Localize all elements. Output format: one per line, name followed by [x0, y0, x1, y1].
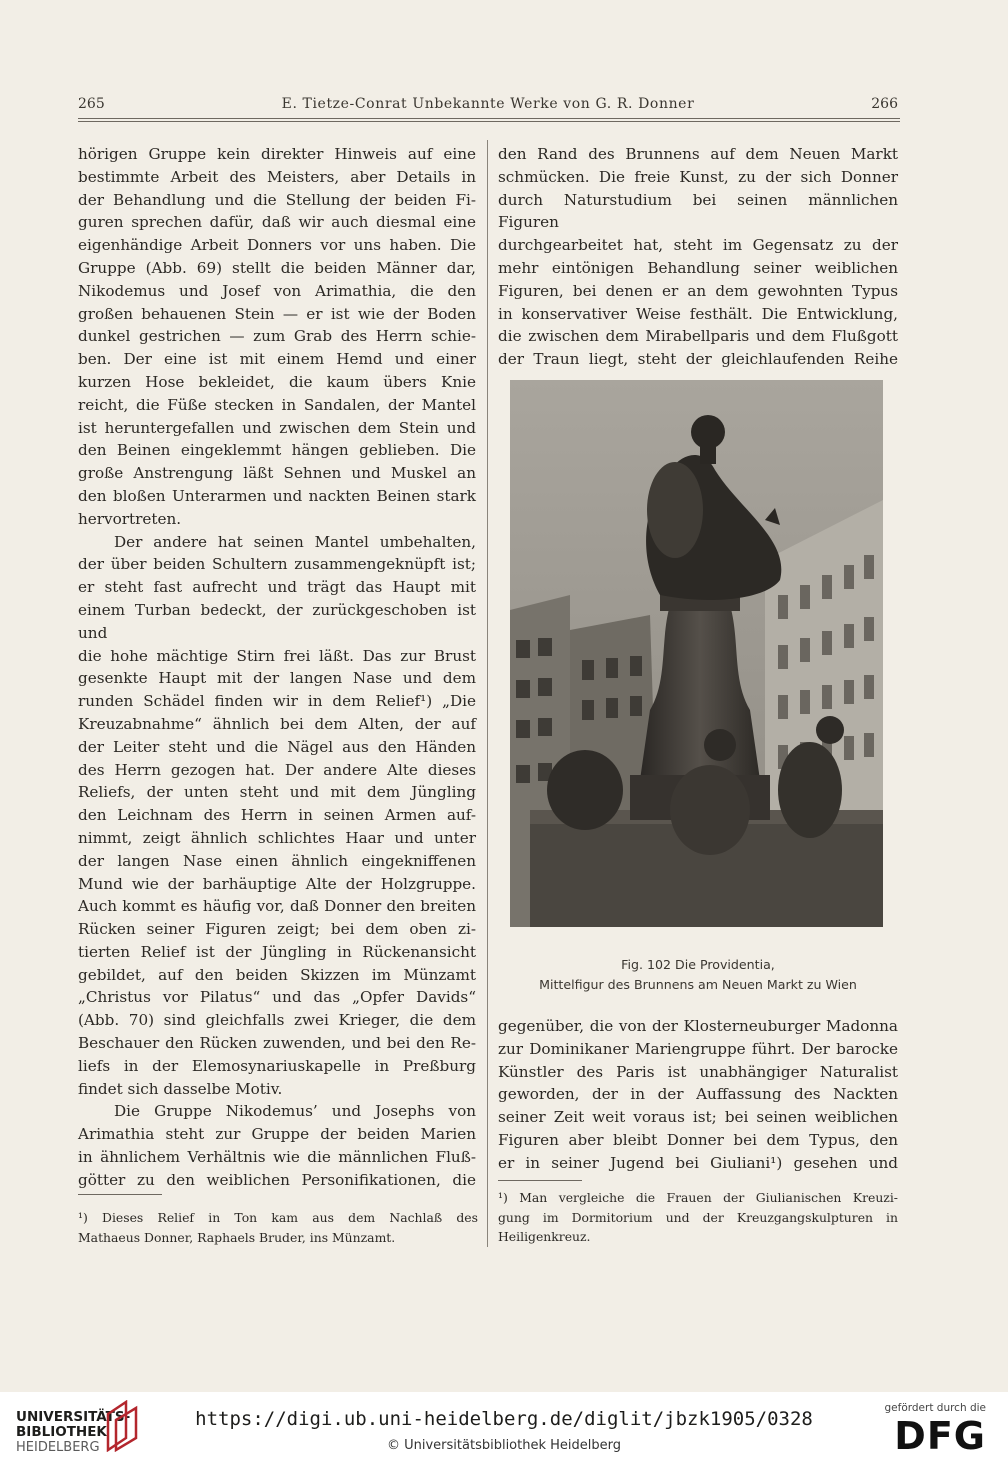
fountain-statue-photo: [510, 380, 883, 927]
right-column-text-bottom: [498, 1015, 898, 1175]
text-line: ist heruntergefallen und zwischen dem Stein und: [78, 418, 476, 437]
text-line: durch Naturstudium bei seinen männlichen Figuren: [498, 190, 898, 232]
text-line: in konservativer Weise festhält. Die Entwicklung,: [498, 304, 898, 323]
text-line: Reliefs, der unten steht und mit dem Jüngling: [78, 783, 476, 802]
text-line: der langen Nase einen ähnlich eingekniffenen: [78, 851, 476, 870]
text-line: tierten Relief ist der Jüngling in Rückenansicht: [78, 942, 476, 961]
footnote-rule-right: [498, 1180, 582, 1181]
text-line: in ähnlichem Verhältnis wie die männlichen Fluß-: [78, 1148, 476, 1167]
footnote-line: ¹) Dieses Relief in Ton kam aus dem Nachlaß des: [78, 1210, 478, 1225]
text-line: großen behauenen Stein — er ist wie der Boden: [78, 304, 476, 323]
page-number-right: 266: [871, 96, 898, 112]
photo-illustration: [510, 380, 883, 927]
text-line: Künstler des Paris ist unabhängiger Naturalist: [498, 1062, 898, 1081]
text-line: die hohe mächtige Stirn frei läßt. Das zur Brust: [78, 646, 476, 665]
text-line: den bloßen Unterarmen und nackten Beinen stark: [78, 486, 476, 505]
footnote-line: Heiligenkreuz.: [498, 1229, 591, 1245]
text-line: einem Turban bedeckt, der zurückgeschoben ist und: [78, 600, 476, 642]
text-line: Figuren, bei denen er an dem gewohnten Typus: [498, 281, 898, 300]
text-line: kurzen Hose bekleidet, die kaum übers Knie: [78, 372, 476, 391]
text-line: den Rand des Brunnens auf dem Neuen Markt: [498, 145, 898, 163]
text-line: Figuren aber bleibt Donner bei dem Typus, den: [498, 1130, 898, 1149]
text-line: mehr eintönigen Behandlung seiner weiblichen: [498, 258, 898, 277]
text-line: eigenhändige Arbeit Donners vor uns haben. Die: [78, 236, 476, 255]
text-line: er in seiner Jugend bei Giuliani¹) gesehen und: [498, 1153, 898, 1172]
text-line: runden Schädel finden wir in dem Relief¹) „Die: [78, 692, 476, 711]
text-line: Die Gruppe Nikodemus’ und Josephs von: [114, 1102, 476, 1121]
text-line: Beschauer den Rücken zuwenden, und bei den Re-: [78, 1034, 476, 1053]
text-line: gegenüber, die von der Klosterneuburger Madonna: [498, 1017, 898, 1035]
left-column-text: [78, 143, 476, 1192]
text-line: Kreuzabnahme“ ähnlich bei dem Alten, der auf: [78, 714, 476, 733]
dfg-logo[interactable]: DFG: [894, 1414, 986, 1458]
funder-note: gefördert durch die: [884, 1402, 986, 1414]
page-number-left: 265: [78, 96, 105, 112]
text-line: Der andere hat seinen Mantel umbehalten,: [114, 532, 476, 551]
text-line: der Traun liegt, steht der gleichlaufenden Reihe: [498, 350, 898, 369]
figure-caption-line-1: Fig. 102 Die Providentia,: [621, 957, 775, 972]
footnote-rule-left: [78, 1194, 162, 1195]
text-line: den Beinen eingeklemmt hängen geblieben. Die: [78, 441, 476, 460]
text-line: (Abb. 70) sind gleichfalls zwei Krieger, die dem: [78, 1011, 476, 1030]
footnote-line: gung im Dormitorium und der Kreuzgangskulpturen in: [498, 1209, 898, 1225]
text-line: hervortreten.: [78, 509, 182, 528]
text-line: Nikodemus und Josef von Arimathia, die den: [78, 281, 476, 300]
permalink-url[interactable]: https://digi.ub.uni-heidelberg.de/diglit/jbzk1905/0328: [195, 1408, 813, 1430]
text-line: der Behandlung und die Stellung der beiden Fi-: [78, 190, 476, 209]
text-line: der Leiter steht und die Nägel aus den Händen: [78, 737, 476, 756]
running-title: E. Tietze-Conrat Unbekannte Werke von G. R. Donner: [281, 96, 695, 112]
text-line: gesenkte Haupt mit der langen Nase und dem: [78, 669, 476, 688]
text-line: er steht fast aufrecht und trägt das Haupt mit: [78, 578, 476, 597]
text-line: schmücken. Die freie Kunst, zu der sich Donner: [498, 167, 898, 186]
text-line: zur Dominikaner Mariengruppe führt. Der barocke: [498, 1039, 898, 1058]
figure-caption: [498, 955, 898, 995]
right-column-text-top: [498, 143, 898, 371]
text-line: gebildet, auf den beiden Skizzen im Münzamt: [78, 965, 476, 984]
figure-caption-line-2: Mittelfigur des Brunnens am Neuen Markt zu Wien: [539, 977, 857, 992]
text-line: Arimathia steht zur Gruppe der beiden Marien: [78, 1125, 476, 1144]
header-rule: [78, 118, 900, 119]
text-line: den Leichnam des Herrn in seinen Armen auf-: [78, 806, 476, 825]
text-line: des Herrn gezogen hat. Der andere Alte dieses: [78, 760, 476, 779]
footnote-left: [78, 1208, 478, 1247]
running-header: [78, 96, 898, 118]
text-line: reicht, die Füße stecken in Sandalen, der Mantel: [78, 395, 476, 414]
text-line: Gruppe (Abb. 69) stellt die beiden Männer dar,: [78, 258, 476, 277]
header-rule-double: [78, 121, 900, 122]
footnote-line: ¹) Man vergleiche die Frauen der Giulianischen Kreuzi-: [498, 1190, 898, 1205]
text-line: geworden, der in der Auffassung des Nackten: [498, 1085, 898, 1104]
text-line: bestimmte Arbeit des Meisters, aber Details in: [78, 167, 476, 186]
library-name-line-3: HEIDELBERG: [16, 1440, 100, 1455]
footnote-line: Mathaeus Donner, Raphaels Bruder, ins Münzamt.: [78, 1229, 396, 1245]
copyright-notice: © Universitätsbibliothek Heidelberg: [386, 1438, 621, 1453]
text-line: durchgearbeitet hat, steht im Gegensatz zu der: [498, 236, 898, 255]
text-line: dunkel gestrichen — zum Grab des Herrn schie-: [78, 327, 476, 346]
text-line: seiner Zeit weit voraus ist; bei seinen weiblichen: [498, 1108, 898, 1127]
library-name-line-1: UNIVERSITÄTS-: [16, 1409, 131, 1425]
text-line: nimmt, zeigt ähnlich schlichtes Haar und unter: [78, 828, 476, 847]
text-line: liefs in der Elemosynariuskapelle in Preßburg: [78, 1056, 476, 1075]
text-line: Mund wie der barhäuptige Alte der Holzgruppe.: [78, 874, 476, 893]
text-line: die zwischen dem Mirabellparis und dem Flußgott: [498, 327, 898, 346]
text-line: Auch kommt es häufig vor, daß Donner den breiten: [78, 897, 476, 916]
text-line: guren sprechen dafür, daß wir auch diesmal eine: [78, 213, 476, 232]
text-line: findet sich dasselbe Motiv.: [78, 1079, 283, 1098]
text-line: der über beiden Schultern zusammengeknüpft ist;: [78, 555, 476, 574]
column-divider: [487, 140, 488, 1247]
text-line: hörigen Gruppe kein direkter Hinweis auf eine: [78, 145, 476, 163]
text-line: götter zu den weiblichen Personifikationen, die: [78, 1170, 476, 1189]
text-line: „Christus vor Pilatus“ und das „Opfer Davids“: [78, 988, 476, 1007]
text-line: ben. Der eine ist mit einem Hemd und einer: [78, 350, 476, 369]
library-name-line-2: BIBLIOTHEK: [16, 1424, 107, 1440]
text-line: große Anstrengung läßt Sehnen und Muskel an: [78, 464, 476, 483]
text-line: Rücken seiner Figuren zeigt; bei dem oben zi-: [78, 920, 476, 939]
footnote-right: [498, 1188, 898, 1247]
